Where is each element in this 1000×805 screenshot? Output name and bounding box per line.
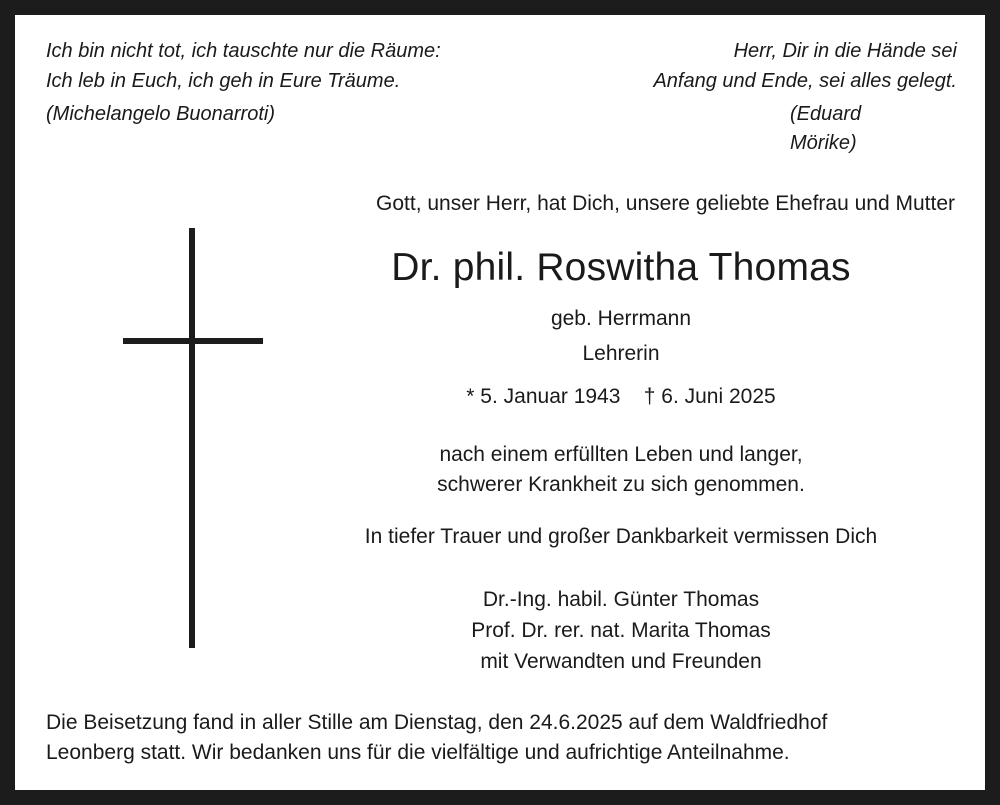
deceased-name: Dr. phil. Roswitha Thomas <box>391 246 851 289</box>
quote-left-line-2: Ich leb in Euch, ich geh in Eure Träume. <box>46 70 401 92</box>
quote-right-author-line-1: (Eduard <box>790 103 862 125</box>
quote-right-line-1: Herr, Dir in die Hände sei <box>733 40 957 62</box>
passing-line-2: schwerer Krankheit zu sich genommen. <box>437 473 805 496</box>
cross-horizontal-beam <box>123 338 263 344</box>
funeral-line-2: Leonberg statt. Wir bedanken uns für die vielfältige und aufrichtige Anteilnahme. <box>46 741 790 764</box>
passing-line-1: nach einem erfüllten Leben und langer, <box>439 443 803 466</box>
mourner-3: mit Verwandten und Freunden <box>480 650 762 673</box>
quote-left-line-1: Ich bin nicht tot, ich tauschte nur die Räume: <box>46 40 441 62</box>
cross-vertical-beam <box>189 228 195 648</box>
funeral-line-1: Die Beisetzung fand in aller Stille am Dienstag, den 24.6.2025 auf dem Waldfriedhof <box>46 711 828 734</box>
profession: Lehrerin <box>582 342 660 365</box>
quote-right-line-2: Anfang und Ende, sei alles gelegt. <box>653 70 957 92</box>
mourner-1: Dr.-Ing. habil. Günter Thomas <box>482 588 760 611</box>
intro-text: Gott, unser Herr, hat Dich, unsere geliebte Ehefrau und Mutter <box>376 192 955 215</box>
birth-name: geb. Herrmann <box>550 307 692 330</box>
life-dates: * 5. Januar 1943 † 6. Juni 2025 <box>466 385 776 408</box>
mourner-2: Prof. Dr. rer. nat. Marita Thomas <box>471 619 771 642</box>
quote-left-author: (Michelangelo Buonarroti) <box>46 103 276 125</box>
mourning-text: In tiefer Trauer und großer Dankbarkeit vermissen Dich <box>364 525 878 548</box>
quote-right-author-line-2: Mörike) <box>790 132 857 154</box>
